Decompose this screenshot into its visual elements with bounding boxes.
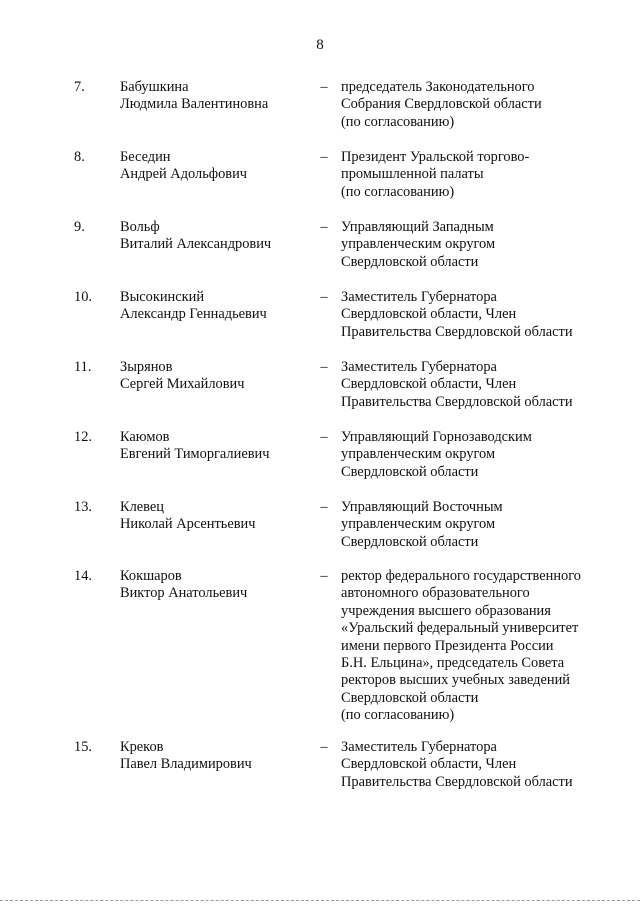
entry-dash: – [320,289,328,305]
member-role [341,219,631,271]
member-given-names: Сергей Михайлович [120,376,245,393]
role-line: ректор федерального государственного [341,568,581,584]
page-number: 8 [316,37,324,53]
member-role [341,739,631,791]
role-line: Управляющий Восточным [341,499,503,515]
entry-dash: – [320,359,328,375]
member-surname: Бабушкина [120,79,189,95]
entry-dash: – [320,739,328,755]
member-role [341,568,631,725]
entry-number: 9. [74,219,85,235]
member-surname: Зырянов [120,359,173,375]
entry-number: 7. [74,79,85,95]
role-line: Свердловской области [341,253,479,270]
member-given-names: Николай Арсентьевич [120,516,256,533]
role-line: Свердловской области [341,463,479,480]
role-line: Президент Уральской торгово- [341,149,530,165]
member-surname: Вольф [120,219,160,235]
role-line: управленческим округом [341,516,496,533]
member-surname: Каюмов [120,429,170,445]
role-line: председатель Законодательного [341,79,535,95]
member-surname: Беседин [120,149,171,165]
member-role [341,149,631,201]
member-role [341,79,631,131]
role-line: учреждения высшего образования [341,602,551,619]
entry-dash: – [320,219,328,235]
member-given-names: Евгений Тиморгалиевич [120,446,270,463]
role-line: Свердловской области, Член [341,756,517,773]
role-line: управленческим округом [341,446,496,463]
member-name [120,149,310,184]
member-name [120,429,310,464]
role-line: Свердловской области, Член [341,376,517,393]
member-name [120,499,310,534]
member-role [341,499,631,551]
entry-number: 14. [74,568,92,584]
role-line: Управляющий Западным [341,219,494,235]
role-line: (по согласованию) [341,707,455,724]
member-name [120,289,310,324]
entry-number: 10. [74,289,92,305]
role-line: Свердловской области [341,533,479,550]
role-line: промышленной палаты [341,166,484,183]
role-line: Правительства Свердловской области [341,393,573,410]
role-line: Правительства Свердловской области [341,773,573,790]
member-surname: Кокшаров [120,568,182,584]
role-line: ректоров высших учебных заведений [341,672,570,689]
member-given-names: Людмила Валентиновна [120,96,269,113]
member-surname: Высокинский [120,289,205,305]
entry-number: 13. [74,499,92,515]
member-surname: Креков [120,739,164,755]
member-given-names: Виктор Анатольевич [120,585,248,602]
member-surname: Клевец [120,499,164,515]
entry-number: 12. [74,429,92,445]
role-line: Б.Н. Ельцина», председатель Совета [341,655,565,672]
member-given-names: Виталий Александрович [120,236,272,253]
member-name [120,568,310,603]
member-given-names: Павел Владимирович [120,756,252,773]
role-line: автономного образовательного [341,585,530,602]
entry-number: 8. [74,149,85,165]
entry-dash: – [320,499,328,515]
member-role [341,429,631,481]
role-line: Свердловской области, Член [341,306,517,323]
entry-dash: – [320,429,328,445]
member-given-names: Андрей Адольфович [120,166,248,183]
role-line: управленческим округом [341,236,496,253]
member-given-names: Александр Геннадьевич [120,306,267,323]
role-line: (по согласованию) [341,183,455,200]
role-line: «Уральский федеральный университет [341,620,579,637]
role-line: Собрания Свердловской области [341,96,542,113]
role-line: Правительства Свердловской области [341,323,573,340]
member-name [120,739,310,774]
entry-number: 15. [74,739,92,755]
role-line: Заместитель Губернатора [341,739,497,755]
member-name [120,219,310,254]
role-line: Свердловской области [341,689,479,706]
member-name [120,79,310,114]
page-edge-divider [0,900,640,902]
role-line: Заместитель Губернатора [341,289,497,305]
role-line: Заместитель Губернатора [341,359,497,375]
entry-dash: – [320,568,328,584]
member-name [120,359,310,394]
role-line: Управляющий Горнозаводским [341,429,532,445]
member-role [341,289,631,341]
entry-number: 11. [74,359,92,375]
role-line: (по согласованию) [341,113,455,130]
entry-dash: – [320,149,328,165]
entry-dash: – [320,79,328,95]
role-line: имени первого Президента России [341,637,554,654]
member-role [341,359,631,411]
